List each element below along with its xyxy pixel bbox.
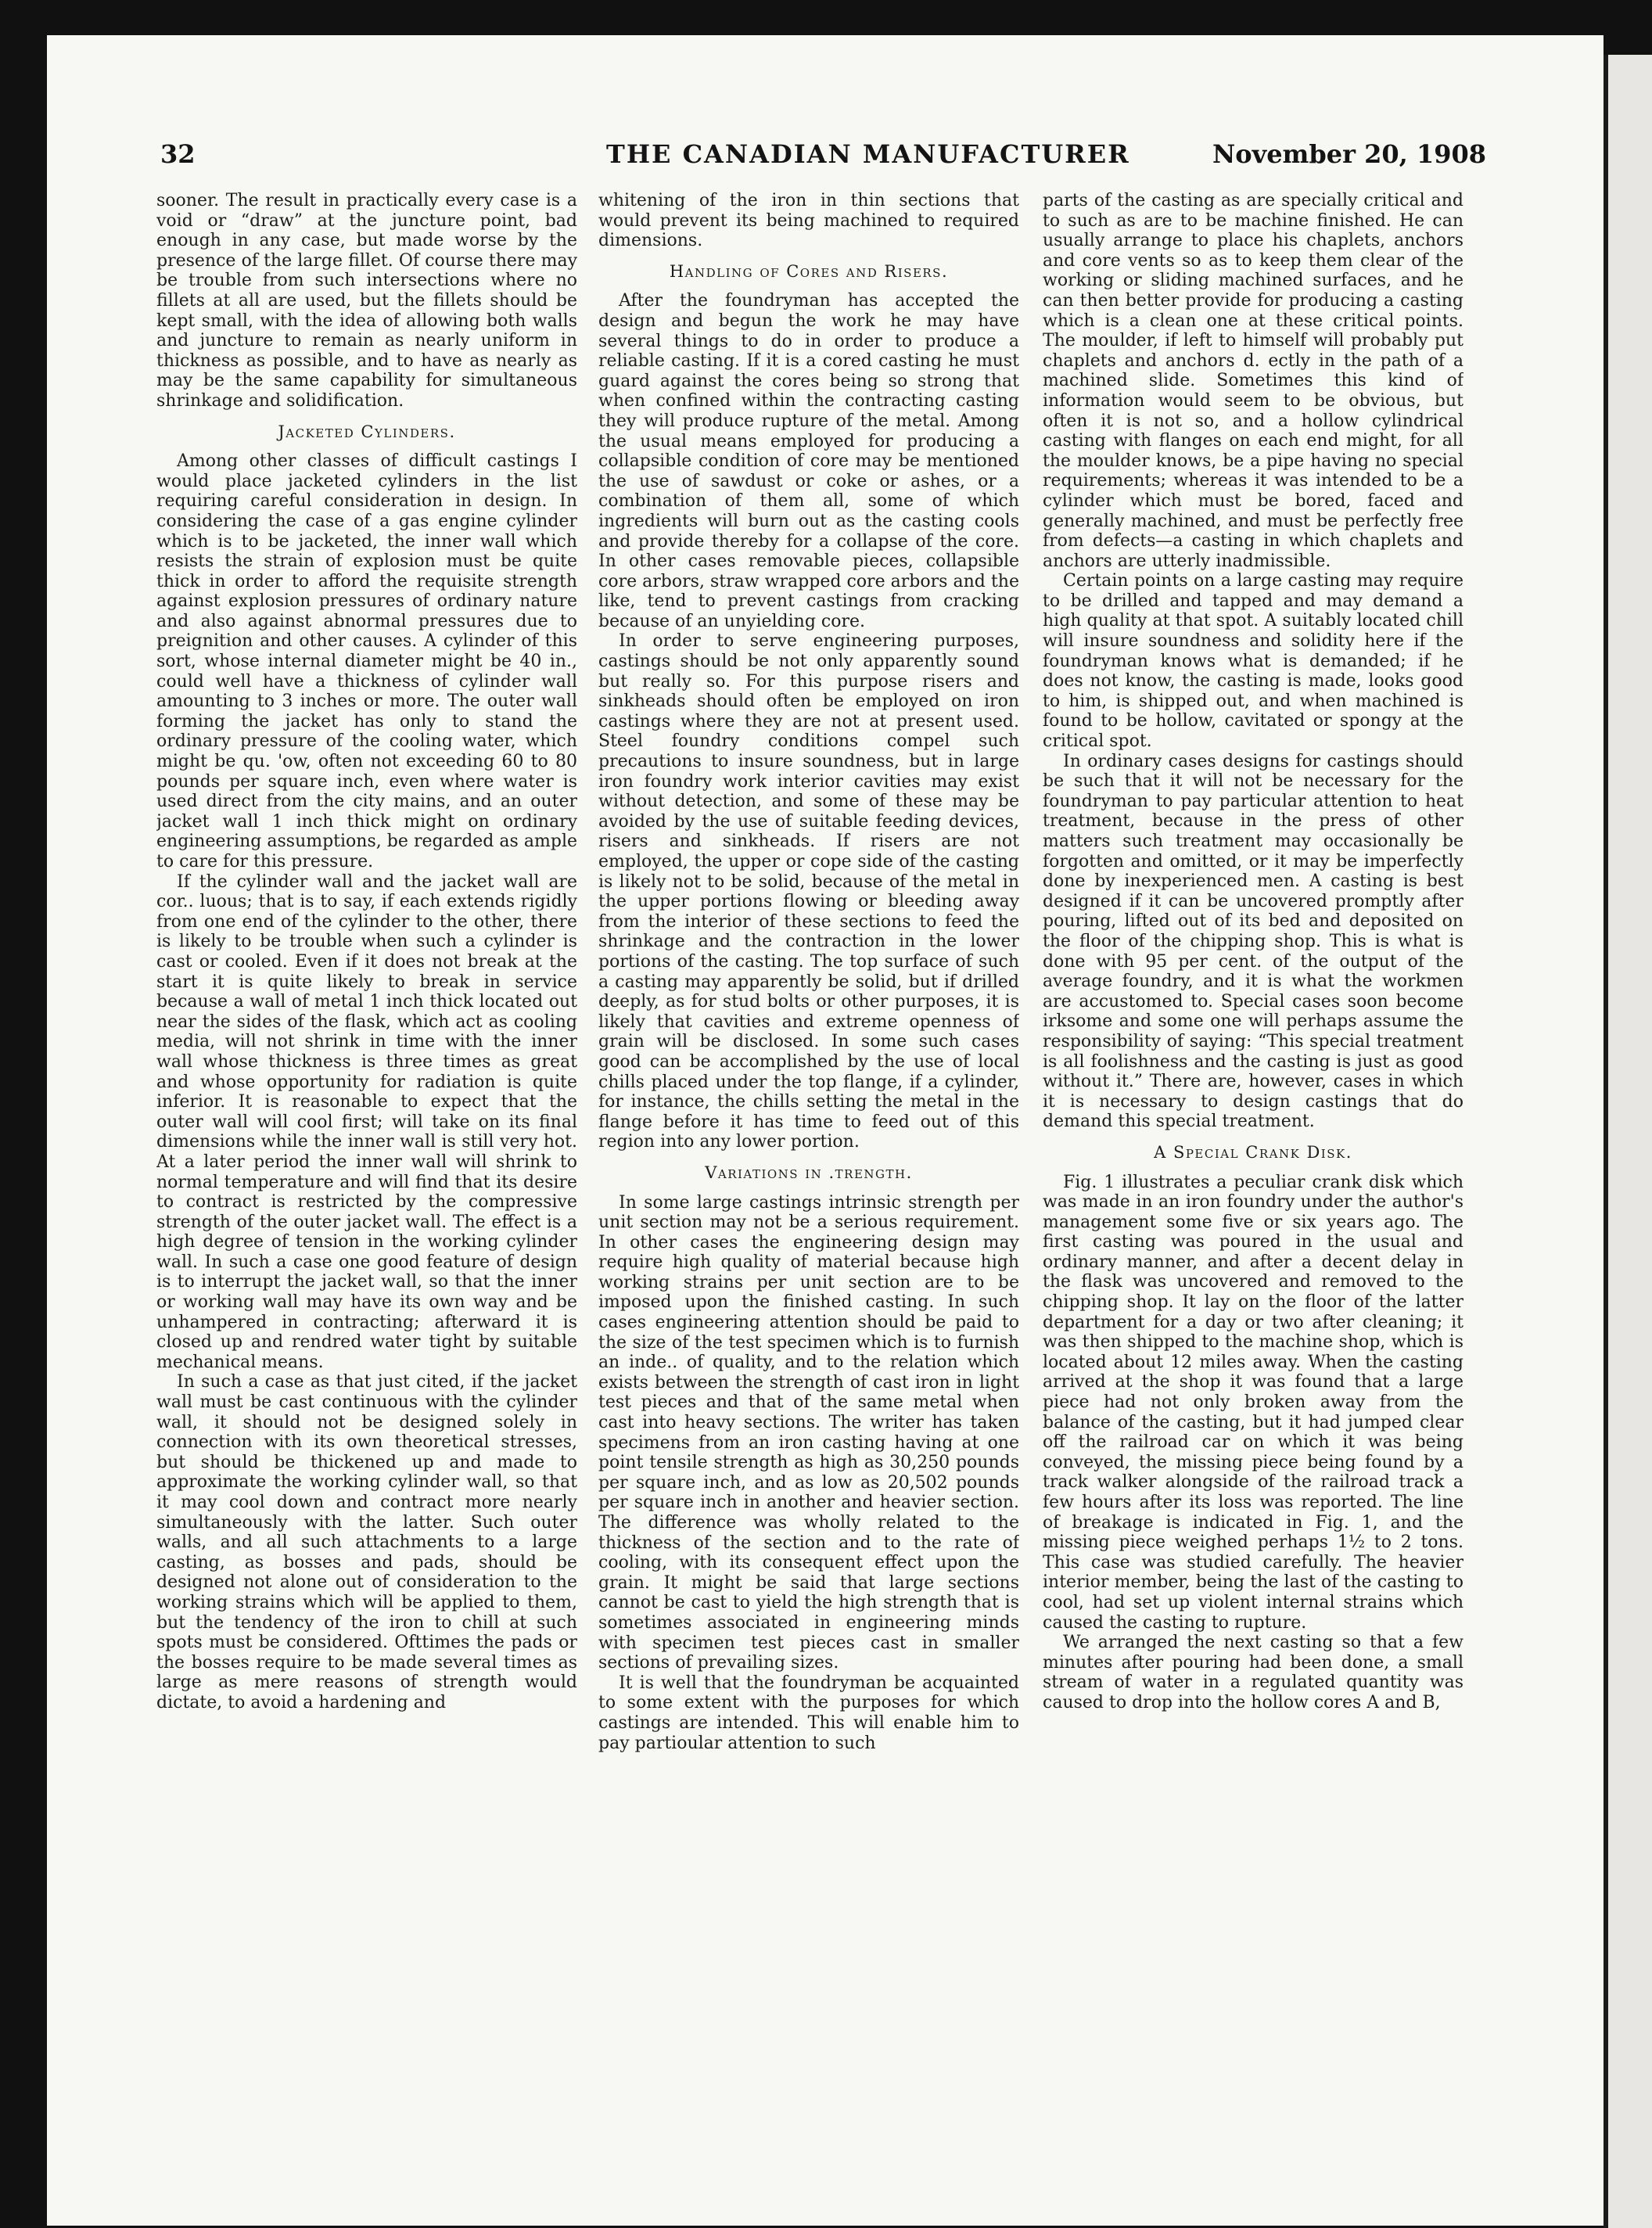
paragraph: In ordinary cases designs for castings should be such that it will not be necessary for the foundryman to pay particular attention to heat treatment, because in the press of other matters such treatment may occasionally be forgotten and omitted, or it may be imperfectly done by inexperienced men. A casting is best designed if it can be uncovered promptly after pouring, lifted out of its bed and deposited on the floor of the chipping shop. This is what is done with 95 per cent. of the output of the average foundry, and it is what the workmen are accustomed to. Special cases soon become irksome and some one will perhaps assume the responsibility of saying: “This special treatment is all foolishness and the casting is just as good without it.” There are, however, cases in which it is necessary to design castings that do demand this special treatment. bbox=[1043, 751, 1463, 1132]
section-heading: Jacketed Cylinders. bbox=[278, 422, 456, 441]
section-heading: Handling of Cores and Risers. bbox=[669, 261, 949, 281]
paragraph: sooner. The result in practically every case is a void or “draw” at the juncture point, bad enough in any case, but made worse by the presence of the large fillet. Of course there may be trouble from such intersections where no fillets at all are used, but the fillets should be kept small, with the idea of allowing both walls and juncture to remain as nearly uniform in thickness as possible, and to have as nearly as may be the same capability for simultaneous shrinkage and solidification. bbox=[156, 191, 577, 411]
paragraph: Fig. 1 illustrates a peculiar crank disk which was made in an iron foundry under the author's management some five or six years ago. The first casting was poured in the usual and ordinary manner, and after a decent delay in the flask was uncovered and removed to the chipping shop. It lay on the floor of the latter department for a day or two after cleaning; it was then shipped to the machine shop, which is located about 12 miles away. When the casting arrived at the shop it was found that a large piece had not only broken away from the balance of the casting, but it had jumped clear off the railroad car on which it was being conveyed, the missing piece being found by a track walker alongside of the railroad track a few hours after its loss was reported. The line of breakage is indicated in Fig. 1, and the missing piece weighed perhaps 1½ to 2 tons. This case was studied carefully. The heavier interior member, being the last of the casting to cool, had set up violent internal strains which caused the casting to rupture. bbox=[1043, 1172, 1463, 1633]
paragraph: whitening of the iron in thin sections that would prevent its being machined to required dimensions. bbox=[598, 191, 1019, 251]
paragraph: We arranged the next casting so that a few minutes after pouring had been done, a small stream of water in a regulated quantity was caused to drop into the hollow cores A and B, bbox=[1043, 1633, 1463, 1712]
paragraph: In such a case as that just cited, if the jacket wall must be cast continuous with the cylinder wall, it should not be designed solely in connection with its own theoretical stresses, but should be thickened up and made to approximate the working cylinder wall, so that it may cool down and contract more nearly simultaneously with the latter. Such outer walls, and all such attachments to a large casting, as bosses and pads, should be designed not alone out of consideration to the working strains which will be applied to them, but the tendency of the iron to chill at such spots must be considered. Ofttimes the pads or the bosses require to be made several times as large as mere reasons of strength would dictate, to avoid a hardening and bbox=[156, 1372, 577, 1712]
issue-date: November 20, 1908 bbox=[1212, 139, 1487, 169]
text-column-2 bbox=[598, 191, 1019, 2061]
text-column-1 bbox=[156, 191, 577, 2061]
section-heading: A Special Crank Disk. bbox=[1154, 1142, 1352, 1162]
paragraph: If the cylinder wall and the jacket wall are cor.. luous; that is to say, if each extends rigidly from one end of the cylinder to the other, there is likely to be trouble when such a cylinder is cast or cooled. Even if it does not break at the start it is quite likely to break in service because a wall of metal 1 inch thick located out near the sides of the flask, which act as cooling media, will not shrink in time with the inner wall whose thickness is three times as great and whose opportunity for radiation is quite inferior. It is reasonable to expect that the outer wall will cool first; will take on its final dimensions while the inner wall is still very hot. At a later period the inner wall will shrink to normal temperature and will find that its desire to contract is restricted by the compressive strength of the outer jacket wall. The effect is a high degree of tension in the working cylinder wall. In such a case one good feature of design is to interrupt the jacket wall, so that the inner or working wall may have its own way and be unhampered in contracting; afterward it is closed up and rendred water tight by suitable mechanical means. bbox=[156, 871, 577, 1372]
paragraph: parts of the casting as are specially critical and to such as are to be machine finished. He can usually arrange to place his chaplets, anchors and core vents so as to keep them clear of the working or sliding machined surfaces, and he can then better provide for producing a casting which is a clean one at these critical points. The moulder, if left to himself will probably put chaplets and anchors d. ectly in the path of a machined slide. Sometimes this kind of information would seem to be obvious, but often it is not so, and a hollow cylindrical casting with flanges on each end might, for all the moulder knows, be a pipe having no special requirements; whereas it was intended to be a cylinder which must be bored, faced and generally machined, and must be perfectly free from defects—a casting in which chaplets and anchors are utterly inadmissible. bbox=[1043, 191, 1463, 571]
paragraph: After the foundryman has accepted the design and begun the work he may have several things to do in order to produce a reliable casting. If it is a cored casting he must guard against the cores being so strong that when confined within the contracting casting they will produce rupture of the metal. Among the usual means employed for producing a collapsible condition of core may be mentioned the use of sawdust or coke or ashes, or a combination of them all, some of which ingredients will burn out as the casting cools and provide thereby for a collapse of the core. In other cases removable pieces, collapsible core arbors, straw wrapped core arbors and the like, tend to prevent castings from cracking because of an unyielding core. bbox=[598, 291, 1019, 631]
paragraph: It is well that the foundryman be acquainted to some extent with the purposes for which castings are intended. This will enable him to pay partioular attention to such bbox=[598, 1673, 1019, 1753]
text-column-3 bbox=[1043, 191, 1463, 2061]
paragraph: Among other classes of difficult castings I would place jacketed cylinders in the list requiring careful consideration in design. In considering the case of a gas engine cylinder which is to be jacketed, the inner wall which resists the strain of explosion must be quite thick in order to afford the requisite strength against explosion pressures of ordinary nature and also against abnormal pressures due to preignition and other causes. A cylinder of this sort, whose internal diameter might be 40 in., could well have a thickness of cylinder wall amounting to 3 inches or more. The outer wall forming the jacket has only to stand the ordinary pressure of the cooling water, which might be qu. 'ow, often not exceeding 60 to 80 pounds per square inch, even where water is used direct from the city mains, and an outer jacket wall 1 inch thick might on ordinary engineering assumptions, be regarded as ample to care for this pressure. bbox=[156, 451, 577, 871]
paragraph: In order to serve engineering purposes, castings should be not only apparently sound but really so. For this purpose risers and sinkheads should often be employed on iron castings where they are not at present used. Steel foundry conditions compel such precautions to insure soundness, but in large iron foundry work interior cavities may exist without detection, and some of these may be avoided by the use of suitable feeding devices, risers and sinkheads. If risers are not employed, the upper or cope side of the casting is likely not to be solid, because of the metal in the upper portions flowing or bleeding away from the interior of these sections to feed the shrinkage and the contraction in the lower portions of the casting. The top surface of such a casting may apparently be solid, but if drilled deeply, as for stud bolts or other purposes, it is likely that cavities and extreme openness of grain will be disclosed. In some such cases good can be accomplished by the use of local chills placed under the top flange, if a cylinder, for instance, the chills setting the metal in the flange before it has time to feed out of this region into any lower portion. bbox=[598, 631, 1019, 1152]
next-page-edge bbox=[1604, 55, 1652, 2228]
publication-title: THE CANADIAN MANUFACTURER bbox=[606, 139, 1130, 169]
paragraph: Certain points on a large casting may require to be drilled and tapped and may demand a high quality at that spot. A suitably located chill will insure soundness and solidity here if the foundryman knows what is demanded; if he does not know, the casting is made, looks good to him, is shipped out, and when machined is found to be hollow, cavitated or spongy at the critical spot. bbox=[1043, 571, 1463, 752]
paragraph: In some large castings intrinsic strength per unit section may not be a serious requirement. In other cases the engineering design may require high quality of material because high working strains per unit section are to be imposed upon the finished casting. In such cases engineering attention should be paid to the size of the test specimen which is to furnish an inde.. of quality, and to the relation which exists between the strength of cast iron in light test pieces and that of the same metal when cast into heavy sections. The writer has taken specimens from an iron casting having at one point tensile strength as high as 30,250 pounds per square inch, and as low as 20,502 pounds per square inch in another and heavier section. The difference was wholly related to the thickness of the section and to the rate of cooling, with its consequent effect upon the grain. It might be said that large sections cannot be cast to yield the high strength that is sometimes associated in engineering minds with specimen test pieces cast in smaller sections of prevailing sizes. bbox=[598, 1192, 1019, 1673]
section-heading: Variations in .trength. bbox=[705, 1163, 913, 1182]
page-number: 32 bbox=[160, 139, 196, 169]
